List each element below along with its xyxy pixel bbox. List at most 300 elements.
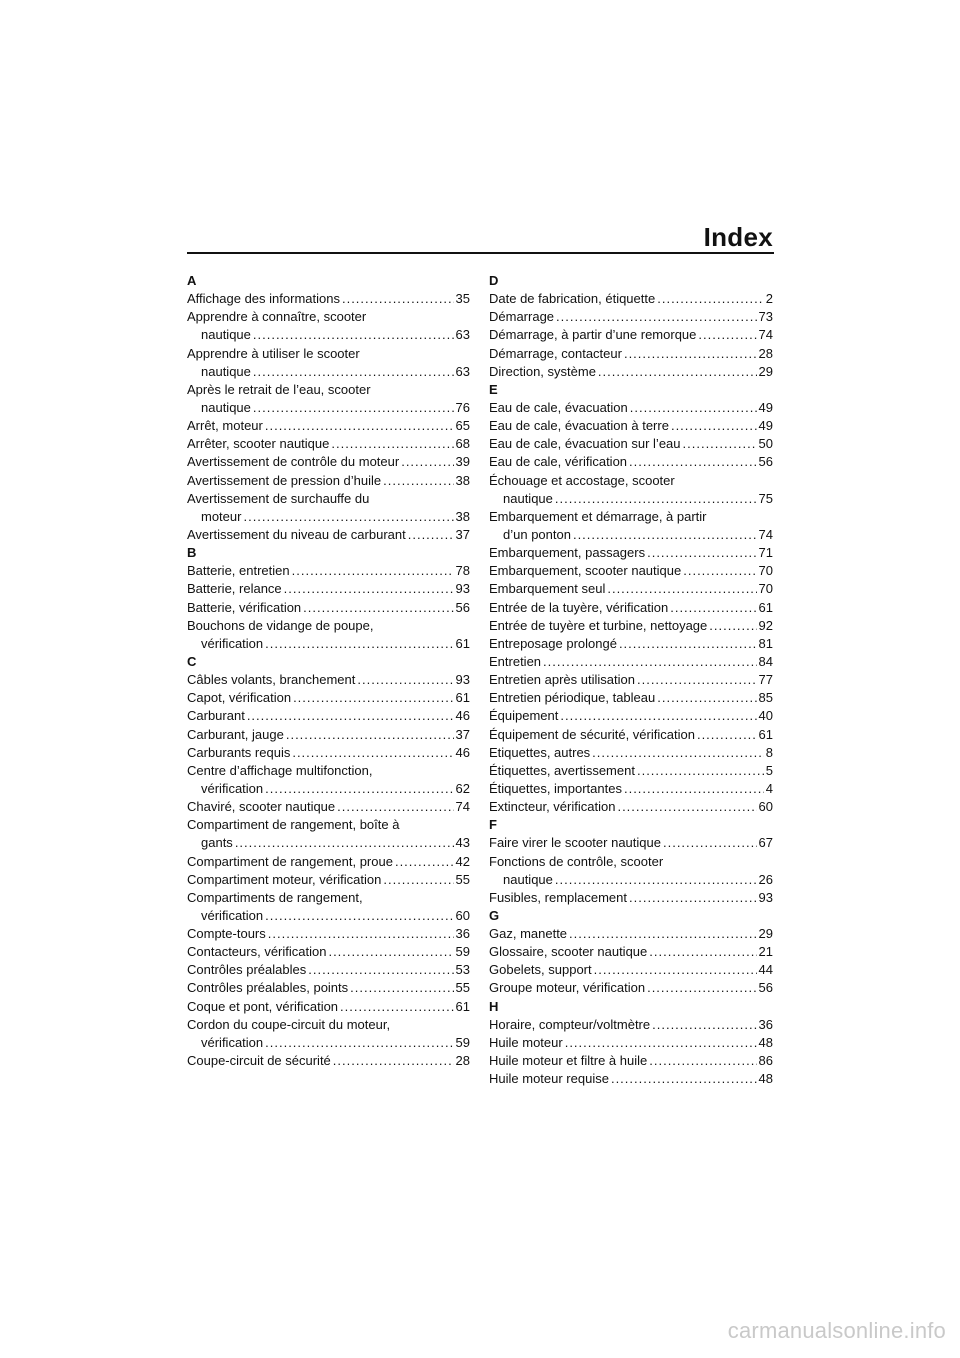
index-entry[interactable] bbox=[489, 345, 773, 363]
dot-leader bbox=[630, 399, 757, 417]
index-entry-text: Entreposage prolongé bbox=[489, 635, 617, 651]
index-entry-text: Huile moteur bbox=[489, 1034, 563, 1050]
index-entry[interactable] bbox=[489, 435, 773, 453]
dot-leader bbox=[611, 1070, 757, 1088]
index-entry-text: Entretien après utilisation bbox=[489, 672, 635, 688]
index-entry-text: Compartiment de rangement, boîte à bbox=[187, 817, 400, 833]
index-page-number: 92 bbox=[758, 617, 773, 633]
dot-leader bbox=[637, 671, 757, 689]
dot-leader bbox=[657, 290, 764, 308]
index-entry-text: Carburant, jauge bbox=[187, 726, 284, 742]
index-entry-text: Après le retrait de l’eau, scooter bbox=[187, 381, 371, 397]
index-entry[interactable] bbox=[489, 889, 773, 907]
dot-leader bbox=[598, 363, 757, 381]
dot-leader bbox=[647, 979, 756, 997]
index-entry-text: Huile moteur requise bbox=[489, 1071, 609, 1087]
index-letter-f: F bbox=[489, 817, 497, 833]
index-letter-g: G bbox=[489, 907, 500, 923]
index-entry[interactable] bbox=[187, 381, 470, 417]
dot-leader bbox=[292, 744, 453, 762]
index-letter-c: C bbox=[187, 653, 197, 669]
index-entry-text: nautique bbox=[201, 399, 251, 415]
dot-leader bbox=[624, 780, 764, 798]
index-entry-text: Batterie, relance bbox=[187, 581, 282, 597]
index-entry-text: Avertissement du niveau de carburant bbox=[187, 526, 406, 542]
index-page-number: 60 bbox=[455, 907, 470, 923]
dot-leader bbox=[284, 580, 454, 598]
index-letter-a: A bbox=[187, 273, 197, 288]
index-entry[interactable] bbox=[489, 562, 773, 580]
index-entry[interactable] bbox=[489, 834, 773, 852]
index-entry[interactable] bbox=[187, 599, 470, 617]
index-entry[interactable] bbox=[489, 689, 773, 707]
dot-leader bbox=[556, 308, 757, 326]
index-entry-text: Date de fabrication, étiquette bbox=[489, 291, 656, 307]
index-entry-text: Fusibles, remplacement bbox=[489, 889, 627, 905]
index-entry-text: vérification bbox=[201, 1034, 264, 1050]
index-entry-text: Contrôles préalables, points bbox=[187, 980, 349, 996]
index-entry[interactable] bbox=[489, 744, 773, 762]
index-page-number: 77 bbox=[758, 672, 773, 688]
index-page-number: 63 bbox=[455, 363, 470, 379]
index-entry[interactable] bbox=[489, 472, 773, 508]
index-page-number: 46 bbox=[455, 708, 470, 724]
dot-leader bbox=[555, 871, 757, 889]
index-entry-text: moteur bbox=[201, 508, 242, 524]
dot-leader bbox=[594, 961, 757, 979]
index-entry-text: Chaviré, scooter nautique bbox=[187, 799, 336, 815]
dot-leader bbox=[265, 417, 454, 435]
index-entry-text: Horaire, compteur/voltmètre bbox=[489, 1016, 651, 1032]
index-page-number: 39 bbox=[455, 454, 470, 470]
dot-leader bbox=[340, 998, 453, 1016]
dot-leader bbox=[565, 1034, 757, 1052]
index-entry[interactable] bbox=[489, 417, 773, 435]
index-entry[interactable] bbox=[489, 762, 773, 780]
index-entry[interactable] bbox=[489, 599, 773, 617]
index-page-number: 37 bbox=[455, 726, 470, 742]
dot-leader bbox=[629, 889, 757, 907]
index-page-number: 62 bbox=[455, 780, 470, 796]
index-column-right bbox=[489, 272, 773, 1088]
index-entry[interactable] bbox=[187, 707, 470, 725]
index-entry[interactable] bbox=[187, 1052, 470, 1070]
index-entry[interactable] bbox=[489, 308, 773, 326]
index-entry[interactable] bbox=[187, 435, 470, 453]
index-page-number: 43 bbox=[455, 835, 470, 851]
dot-leader bbox=[652, 1016, 756, 1034]
dot-leader bbox=[253, 399, 454, 417]
index-entry-text: Affichage des informations bbox=[187, 291, 340, 307]
index-entry-text: Capot, vérification bbox=[187, 690, 292, 706]
index-page-number: 74 bbox=[455, 799, 470, 815]
index-entry-text: Cordon du coupe-circuit du moteur, bbox=[187, 1016, 391, 1032]
dot-leader bbox=[649, 1052, 756, 1070]
index-page-number: 61 bbox=[455, 635, 470, 651]
index-page-number: 60 bbox=[758, 799, 773, 815]
index-entry-text: Carburant bbox=[187, 708, 245, 724]
index-entry[interactable] bbox=[187, 816, 470, 852]
dot-leader bbox=[253, 363, 454, 381]
dot-leader bbox=[698, 326, 756, 344]
dot-leader bbox=[573, 526, 757, 544]
index-page-number: 26 bbox=[758, 871, 773, 887]
dot-leader bbox=[303, 599, 453, 617]
index-page-number: 8 bbox=[765, 744, 773, 760]
index-entry[interactable] bbox=[489, 580, 773, 598]
dot-leader bbox=[670, 599, 756, 617]
index-page-number: 2 bbox=[765, 291, 773, 307]
index-entry-text: Arrêter, scooter nautique bbox=[187, 436, 330, 452]
dot-leader bbox=[235, 834, 454, 852]
index-entry-text: Glossaire, scooter nautique bbox=[489, 944, 648, 960]
index-letter-b: B bbox=[187, 545, 197, 561]
index-entry-text: Eau de cale, évacuation sur l’eau bbox=[489, 436, 681, 452]
dot-leader bbox=[657, 689, 756, 707]
index-entry-text: d’un ponton bbox=[503, 526, 571, 542]
index-page-number: 21 bbox=[758, 944, 773, 960]
dot-leader bbox=[395, 853, 454, 871]
index-letter-d: D bbox=[489, 273, 499, 288]
index-entry-text: nautique bbox=[503, 871, 553, 887]
index-page-number: 70 bbox=[758, 581, 773, 597]
dot-leader bbox=[342, 290, 454, 308]
dot-leader bbox=[328, 943, 453, 961]
index-entry-text: Direction, système bbox=[489, 363, 596, 379]
index-entry-text: Avertissement de pression d’huile bbox=[187, 472, 382, 488]
index-page-number: 36 bbox=[758, 1016, 773, 1032]
dot-leader bbox=[663, 834, 757, 852]
dot-leader bbox=[265, 1034, 453, 1052]
dot-leader bbox=[543, 653, 756, 671]
index-entry[interactable] bbox=[187, 889, 470, 925]
dot-leader bbox=[619, 635, 757, 653]
index-page-number: 75 bbox=[758, 490, 773, 506]
index-page-number: 61 bbox=[758, 726, 773, 742]
dot-leader bbox=[337, 798, 453, 816]
index-entry-text: Contacteurs, vérification bbox=[187, 944, 327, 960]
index-entry[interactable] bbox=[489, 399, 773, 417]
index-page-number: 74 bbox=[758, 327, 773, 343]
index-entry-text: Embarquement, passagers bbox=[489, 545, 646, 561]
index-entry[interactable] bbox=[489, 1070, 773, 1088]
index-page-number: 28 bbox=[455, 1053, 470, 1069]
index-page-number: 56 bbox=[758, 980, 773, 996]
index-entry-text: Avertissement de surchauffe du bbox=[187, 490, 370, 506]
index-page-number: 74 bbox=[758, 526, 773, 542]
index-page-number: 29 bbox=[758, 363, 773, 379]
index-entry-text: Eau de cale, évacuation à terre bbox=[489, 418, 669, 434]
index-page-number: 46 bbox=[455, 744, 470, 760]
index-page-number: 81 bbox=[758, 635, 773, 651]
index-entry[interactable] bbox=[489, 707, 773, 725]
page-title: Index bbox=[703, 222, 773, 252]
index-entry-text: Démarrage bbox=[489, 309, 555, 325]
index-entry-text: vérification bbox=[201, 635, 264, 651]
index-page-number: 29 bbox=[758, 926, 773, 942]
index-page-number: 61 bbox=[758, 599, 773, 615]
index-page-number: 40 bbox=[758, 708, 773, 724]
index-entry[interactable] bbox=[187, 744, 470, 762]
dot-leader bbox=[308, 961, 453, 979]
index-entry-text: gants bbox=[201, 835, 233, 851]
index-entry[interactable] bbox=[187, 290, 470, 308]
index-entry[interactable] bbox=[489, 508, 773, 544]
index-entry[interactable] bbox=[489, 290, 773, 308]
index-entry-text: Entretien bbox=[489, 653, 542, 669]
index-entry-text: Compartiment moteur, vérification bbox=[187, 871, 382, 887]
index-entry-text: Échouage et accostage, scooter bbox=[489, 472, 675, 488]
index-entry[interactable] bbox=[187, 453, 470, 471]
index-entry-text: Compte-tours bbox=[187, 926, 266, 942]
index-entry[interactable] bbox=[489, 617, 773, 635]
dot-leader bbox=[357, 671, 453, 689]
index-entry[interactable] bbox=[187, 943, 470, 961]
index-letter-h: H bbox=[489, 998, 499, 1014]
index-entry-text: Entrée de tuyère et turbine, nettoyage bbox=[489, 617, 708, 633]
index-entry[interactable] bbox=[489, 326, 773, 344]
dot-leader bbox=[383, 871, 453, 889]
dot-leader bbox=[293, 689, 453, 707]
title-rule bbox=[187, 252, 774, 254]
index-page-number: 93 bbox=[758, 889, 773, 905]
index-page-number: 63 bbox=[455, 327, 470, 343]
index-page-number: 50 bbox=[758, 436, 773, 452]
index-entry-text: Arrêt, moteur bbox=[187, 418, 263, 434]
index-page-number: 59 bbox=[455, 1034, 470, 1050]
index-page-number: 56 bbox=[455, 599, 470, 615]
dot-leader bbox=[697, 726, 757, 744]
index-entry-text: Eau de cale, évacuation bbox=[489, 399, 628, 415]
index-entry[interactable] bbox=[489, 979, 773, 997]
index-entry[interactable] bbox=[187, 671, 470, 689]
index-entry-text: Extincteur, vérification bbox=[489, 799, 616, 815]
index-entry[interactable] bbox=[489, 853, 773, 889]
index-entry-text: Batterie, vérification bbox=[187, 599, 302, 615]
index-entry-text: Démarrage, à partir d’une remorque bbox=[489, 327, 697, 343]
index-page-number: 28 bbox=[758, 345, 773, 361]
index-entry-text: Carburants requis bbox=[187, 744, 291, 760]
index-entry[interactable] bbox=[187, 580, 470, 598]
index-entry[interactable] bbox=[489, 780, 773, 798]
index-entry-text: Contrôles préalables bbox=[187, 962, 307, 978]
dot-leader bbox=[560, 707, 756, 725]
index-entry-text: Coque et pont, vérification bbox=[187, 998, 339, 1014]
index-page-number: 65 bbox=[455, 418, 470, 434]
index-entry[interactable] bbox=[489, 798, 773, 816]
dot-leader bbox=[671, 417, 757, 435]
index-entry-text: Étiquettes, avertissement bbox=[489, 762, 635, 778]
index-page-number: 38 bbox=[455, 472, 470, 488]
index-page-number: 84 bbox=[758, 653, 773, 669]
index-page-number: 78 bbox=[455, 563, 470, 579]
index-entry-text: Embarquement et démarrage, à partir bbox=[489, 508, 707, 524]
index-entry[interactable] bbox=[489, 671, 773, 689]
dot-leader bbox=[555, 490, 757, 508]
index-page-number: 70 bbox=[758, 563, 773, 579]
index-page-number: 73 bbox=[758, 309, 773, 325]
dot-leader bbox=[617, 798, 756, 816]
index-entry[interactable] bbox=[187, 1016, 470, 1052]
index-entry-text: Gobelets, support bbox=[489, 962, 592, 978]
dot-leader bbox=[265, 780, 453, 798]
index-entry[interactable] bbox=[187, 925, 470, 943]
index-page-number: 61 bbox=[455, 690, 470, 706]
index-entry[interactable] bbox=[187, 726, 470, 744]
index-entry-text: Câbles volants, branchement bbox=[187, 672, 356, 688]
index-entry-text: Faire virer le scooter nautique bbox=[489, 835, 661, 851]
dot-leader bbox=[265, 635, 453, 653]
dot-leader bbox=[383, 472, 453, 490]
index-entry-text: Démarrage, contacteur bbox=[489, 345, 622, 361]
index-entry[interactable] bbox=[187, 490, 470, 526]
index-page-number: 93 bbox=[455, 672, 470, 688]
index-entry[interactable] bbox=[187, 617, 470, 653]
index-entry-text: Embarquement seul bbox=[489, 581, 606, 597]
dot-leader bbox=[247, 707, 454, 725]
index-entry[interactable] bbox=[187, 417, 470, 435]
index-entry-text: nautique bbox=[201, 363, 251, 379]
dot-leader bbox=[637, 762, 764, 780]
index-entry-text: Embarquement, scooter nautique bbox=[489, 563, 682, 579]
index-entry[interactable] bbox=[187, 472, 470, 490]
dot-leader bbox=[709, 617, 756, 635]
index-entry[interactable] bbox=[187, 526, 470, 544]
index-page-number: 68 bbox=[455, 436, 470, 452]
index-entry-text: nautique bbox=[503, 490, 553, 506]
index-entry[interactable] bbox=[489, 925, 773, 943]
index-entry-text: vérification bbox=[201, 780, 264, 796]
dot-leader bbox=[649, 943, 756, 961]
index-entry[interactable] bbox=[187, 961, 470, 979]
dot-leader bbox=[607, 580, 756, 598]
index-entry-text: Coupe-circuit de sécurité bbox=[187, 1053, 331, 1069]
index-page-number: 48 bbox=[758, 1071, 773, 1087]
index-page-number: 56 bbox=[758, 454, 773, 470]
index-page-number: 55 bbox=[455, 980, 470, 996]
index-entry[interactable] bbox=[187, 345, 470, 381]
index-page-number: 49 bbox=[758, 418, 773, 434]
index-page-number: 61 bbox=[455, 998, 470, 1014]
index-entry-text: Avertissement de contrôle du moteur bbox=[187, 454, 400, 470]
index-entry-text: Huile moteur et filtre à huile bbox=[489, 1053, 648, 1069]
index-page-number: 53 bbox=[455, 962, 470, 978]
index-entry[interactable] bbox=[187, 998, 470, 1016]
dot-leader bbox=[592, 744, 764, 762]
dot-leader bbox=[253, 326, 454, 344]
index-entry[interactable] bbox=[187, 798, 470, 816]
index-page-number: 4 bbox=[765, 780, 773, 796]
index-entry-text: Entretien périodique, tableau bbox=[489, 690, 656, 706]
index-entry-text: Groupe moteur, vérification bbox=[489, 980, 646, 996]
index-entry[interactable] bbox=[187, 762, 470, 798]
dot-leader bbox=[683, 562, 756, 580]
index-entry-text: Apprendre à utiliser le scooter bbox=[187, 345, 360, 361]
index-entry[interactable] bbox=[489, 1034, 773, 1052]
index-entry-text: Bouchons de vidange de poupe, bbox=[187, 617, 374, 633]
dot-leader bbox=[331, 435, 453, 453]
index-page-number: 44 bbox=[758, 962, 773, 978]
dot-leader bbox=[401, 453, 453, 471]
dot-leader bbox=[408, 526, 454, 544]
index-entry[interactable] bbox=[187, 979, 470, 997]
index-entry[interactable] bbox=[187, 689, 470, 707]
index-page-number: 55 bbox=[455, 871, 470, 887]
dot-leader bbox=[624, 345, 757, 363]
dot-leader bbox=[243, 508, 453, 526]
index-page-number: 36 bbox=[455, 926, 470, 942]
index-entry-text: Équipement bbox=[489, 708, 559, 724]
index-entry[interactable] bbox=[489, 726, 773, 744]
index-page-number: 5 bbox=[765, 762, 773, 778]
index-entry-text: Fonctions de contrôle, scooter bbox=[489, 853, 664, 869]
dot-leader bbox=[268, 925, 454, 943]
index-page-number: 48 bbox=[758, 1034, 773, 1050]
index-entry[interactable] bbox=[489, 961, 773, 979]
index-entry-text: Équipement de sécurité, vérification bbox=[489, 726, 695, 742]
watermark: carmanualsonline.info bbox=[727, 1318, 946, 1343]
index-entry-text: Eau de cale, vérification bbox=[489, 454, 628, 470]
index-entry[interactable] bbox=[187, 871, 470, 889]
index-page-number: 86 bbox=[758, 1053, 773, 1069]
dot-leader bbox=[647, 544, 756, 562]
index-entry[interactable] bbox=[489, 1052, 773, 1070]
index-entry[interactable] bbox=[489, 453, 773, 471]
index-page-number: 49 bbox=[758, 399, 773, 415]
dot-leader bbox=[569, 925, 756, 943]
index-page-number: 59 bbox=[455, 944, 470, 960]
index-entry[interactable] bbox=[187, 562, 470, 580]
index-entry-text: Gaz, manette bbox=[489, 926, 568, 942]
index-entry[interactable] bbox=[187, 853, 470, 871]
index-entry[interactable] bbox=[489, 363, 773, 381]
index-entry[interactable] bbox=[489, 943, 773, 961]
dot-leader bbox=[265, 907, 453, 925]
index-page-number: 93 bbox=[455, 581, 470, 597]
dot-leader bbox=[292, 562, 454, 580]
index-page-number: 67 bbox=[758, 835, 773, 851]
index-entry-text: vérification bbox=[201, 907, 264, 923]
index-page-number: 85 bbox=[758, 690, 773, 706]
index-page-number: 76 bbox=[455, 399, 470, 415]
index-page-number: 37 bbox=[455, 526, 470, 542]
index-entry-text: Batterie, entretien bbox=[187, 563, 290, 579]
index-page-number: 71 bbox=[758, 545, 773, 561]
index-page-number: 42 bbox=[455, 853, 470, 869]
index-entry-text: Étiquettes, importantes bbox=[489, 780, 622, 796]
index-column-left bbox=[187, 272, 470, 1070]
index-entry-text: nautique bbox=[201, 327, 251, 343]
dot-leader bbox=[333, 1052, 454, 1070]
index-entry-text: Centre d’affichage multifonction, bbox=[187, 762, 373, 778]
dot-leader bbox=[629, 453, 757, 471]
dot-leader bbox=[286, 726, 454, 744]
index-entry-text: Apprendre à connaître, scooter bbox=[187, 309, 367, 325]
index-page-number: 38 bbox=[455, 508, 470, 524]
index-entry-text: Compartiment de rangement, proue bbox=[187, 853, 393, 869]
index-entry[interactable] bbox=[187, 308, 470, 344]
index-entry[interactable] bbox=[489, 544, 773, 562]
dot-leader bbox=[350, 979, 453, 997]
index-entry-text: Entrée de la tuyère, vérification bbox=[489, 599, 669, 615]
index-entry[interactable] bbox=[489, 1016, 773, 1034]
index-entry-text: Etiquettes, autres bbox=[489, 744, 591, 760]
index-page-number: 35 bbox=[455, 291, 470, 307]
index-entry[interactable] bbox=[489, 653, 773, 671]
index-entry[interactable] bbox=[489, 635, 773, 653]
dot-leader bbox=[683, 435, 757, 453]
index-letter-e: E bbox=[489, 381, 498, 397]
